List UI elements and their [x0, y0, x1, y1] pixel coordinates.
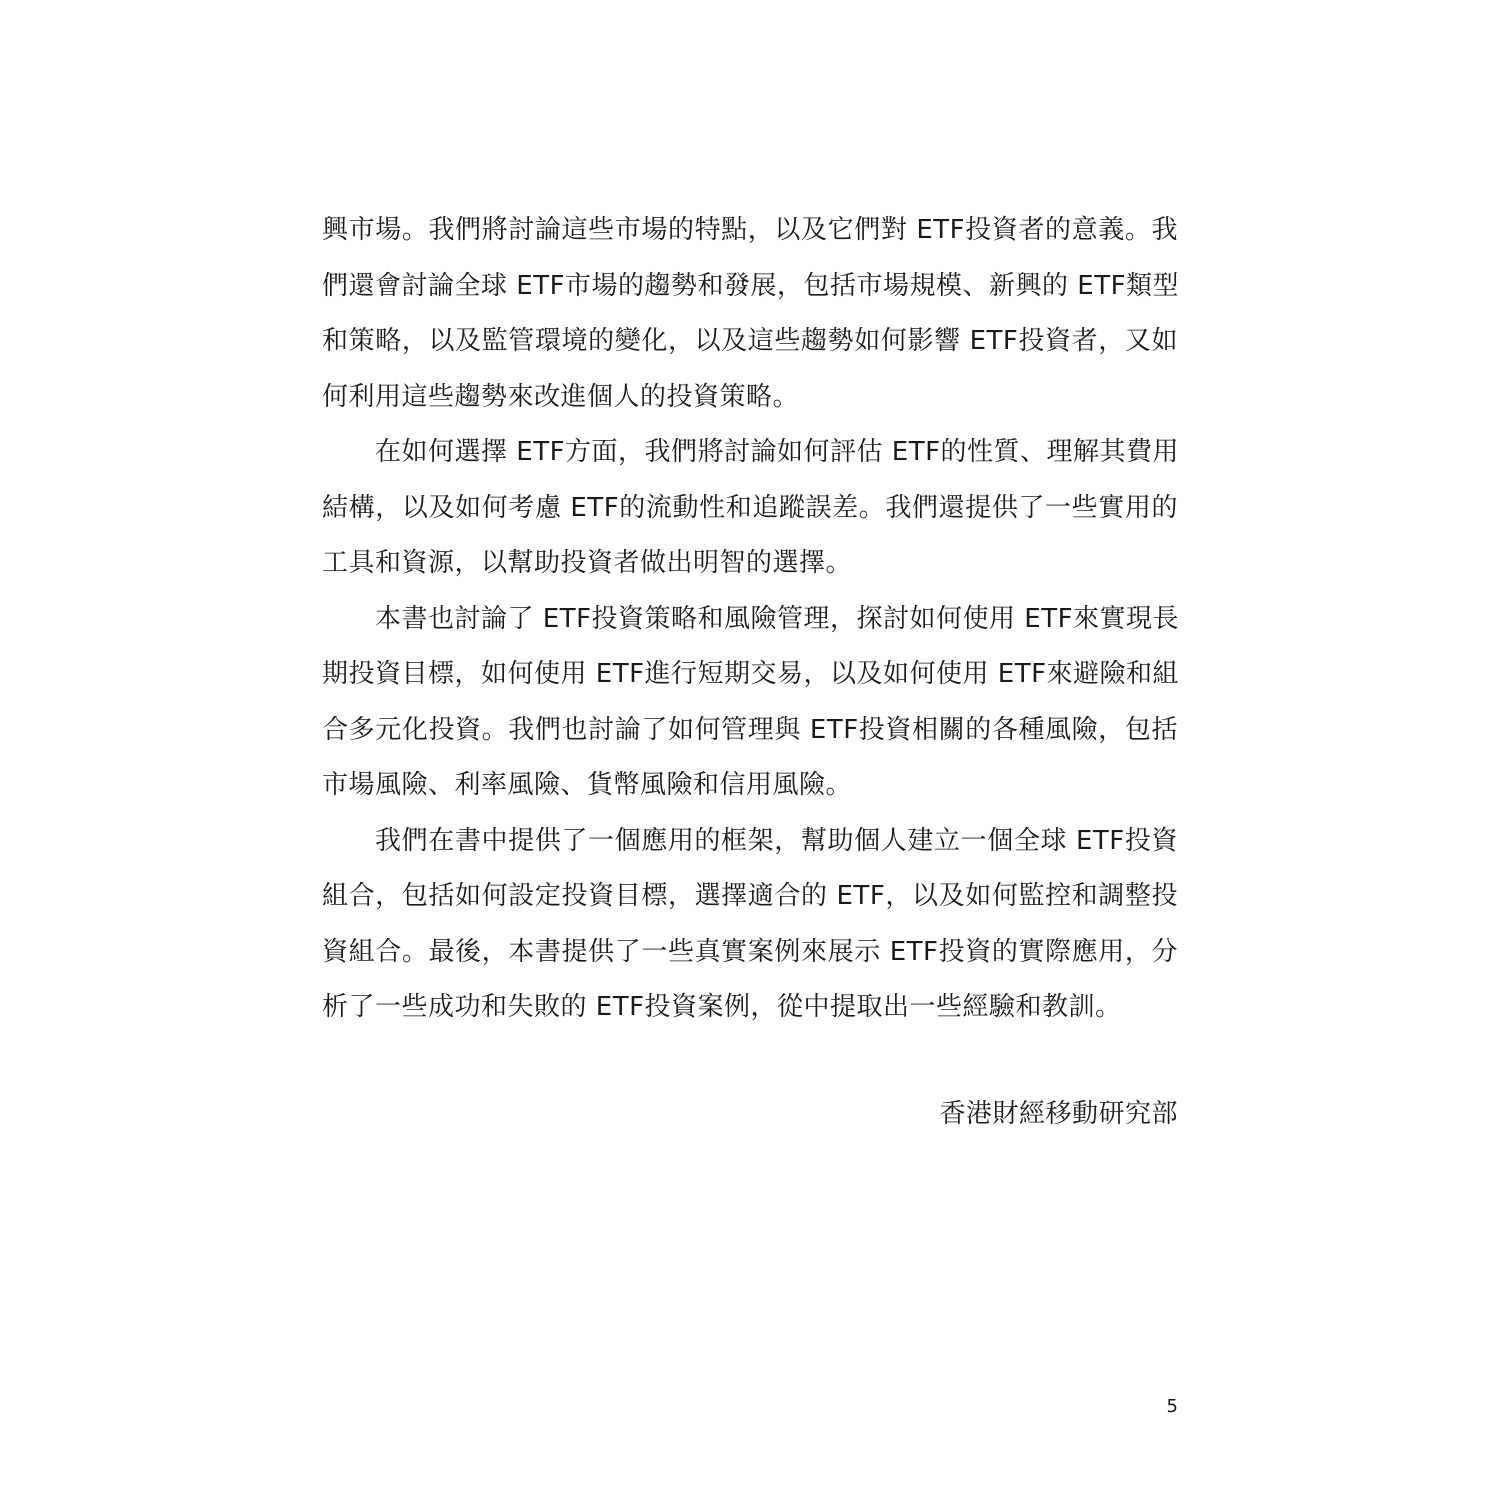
- text-line: 期投資目標，如何使用 ETF進行短期交易，以及如何使用 ETF來避險和組: [322, 659, 1180, 689]
- text-line: 析了一些成功和失敗的 ETF投資案例，從中提取出一些經驗和教訓。: [322, 992, 1122, 1022]
- text-line: 結構，以及如何考慮 ETF的流動性和追蹤誤差。我們還提供了一些實用的: [322, 492, 1178, 523]
- body-text: [322, 203, 1178, 1036]
- text-line: 市場風險、利率風險、貨幣風險和信用風險。: [322, 770, 853, 800]
- text-line: 和策略，以及監管環境的變化，以及這些趨勢如何影響 ETF投資者，又如: [322, 326, 1178, 356]
- text-line: 本書也討論了 ETF投資策略和風險管理，探討如何使用 ETF來實現長: [375, 603, 1180, 634]
- text-line: 我們在書中提供了一個應用的框架，幫助個人建立一個全球 ETF投資: [375, 825, 1178, 856]
- author-signature: 香港財經移動研究部: [939, 1099, 1178, 1129]
- text-line: 們還會討論全球 ETF市場的趨勢和發展，包括市場規模、新興的 ETF類型: [322, 270, 1180, 301]
- text-line: 組合，包括如何設定投資目標，選擇適合的 ETF，以及如何監控和調整投: [322, 881, 1178, 911]
- page-number: 5: [1166, 1396, 1178, 1417]
- text-line: 何利用這些趨勢來改進個人的投資策略。: [322, 381, 800, 412]
- text-line: 在如何選擇 ETF方面，我們將討論如何評估 ETF的性質、理解其費用: [375, 437, 1180, 467]
- text-line: 合多元化投資。我們也討論了如何管理與 ETF投資相關的各種風險，包括: [322, 714, 1178, 745]
- text-line: 工具和資源，以幫助投資者做出明智的選擇。: [322, 548, 853, 578]
- text-line: 資組合。最後，本書提供了一些真實案例來展示 ETF投資的實際應用，分: [322, 936, 1178, 967]
- text-line: 興市場。我們將討論這些市場的特點，以及它們對 ETF投資者的意義。我: [322, 215, 1178, 245]
